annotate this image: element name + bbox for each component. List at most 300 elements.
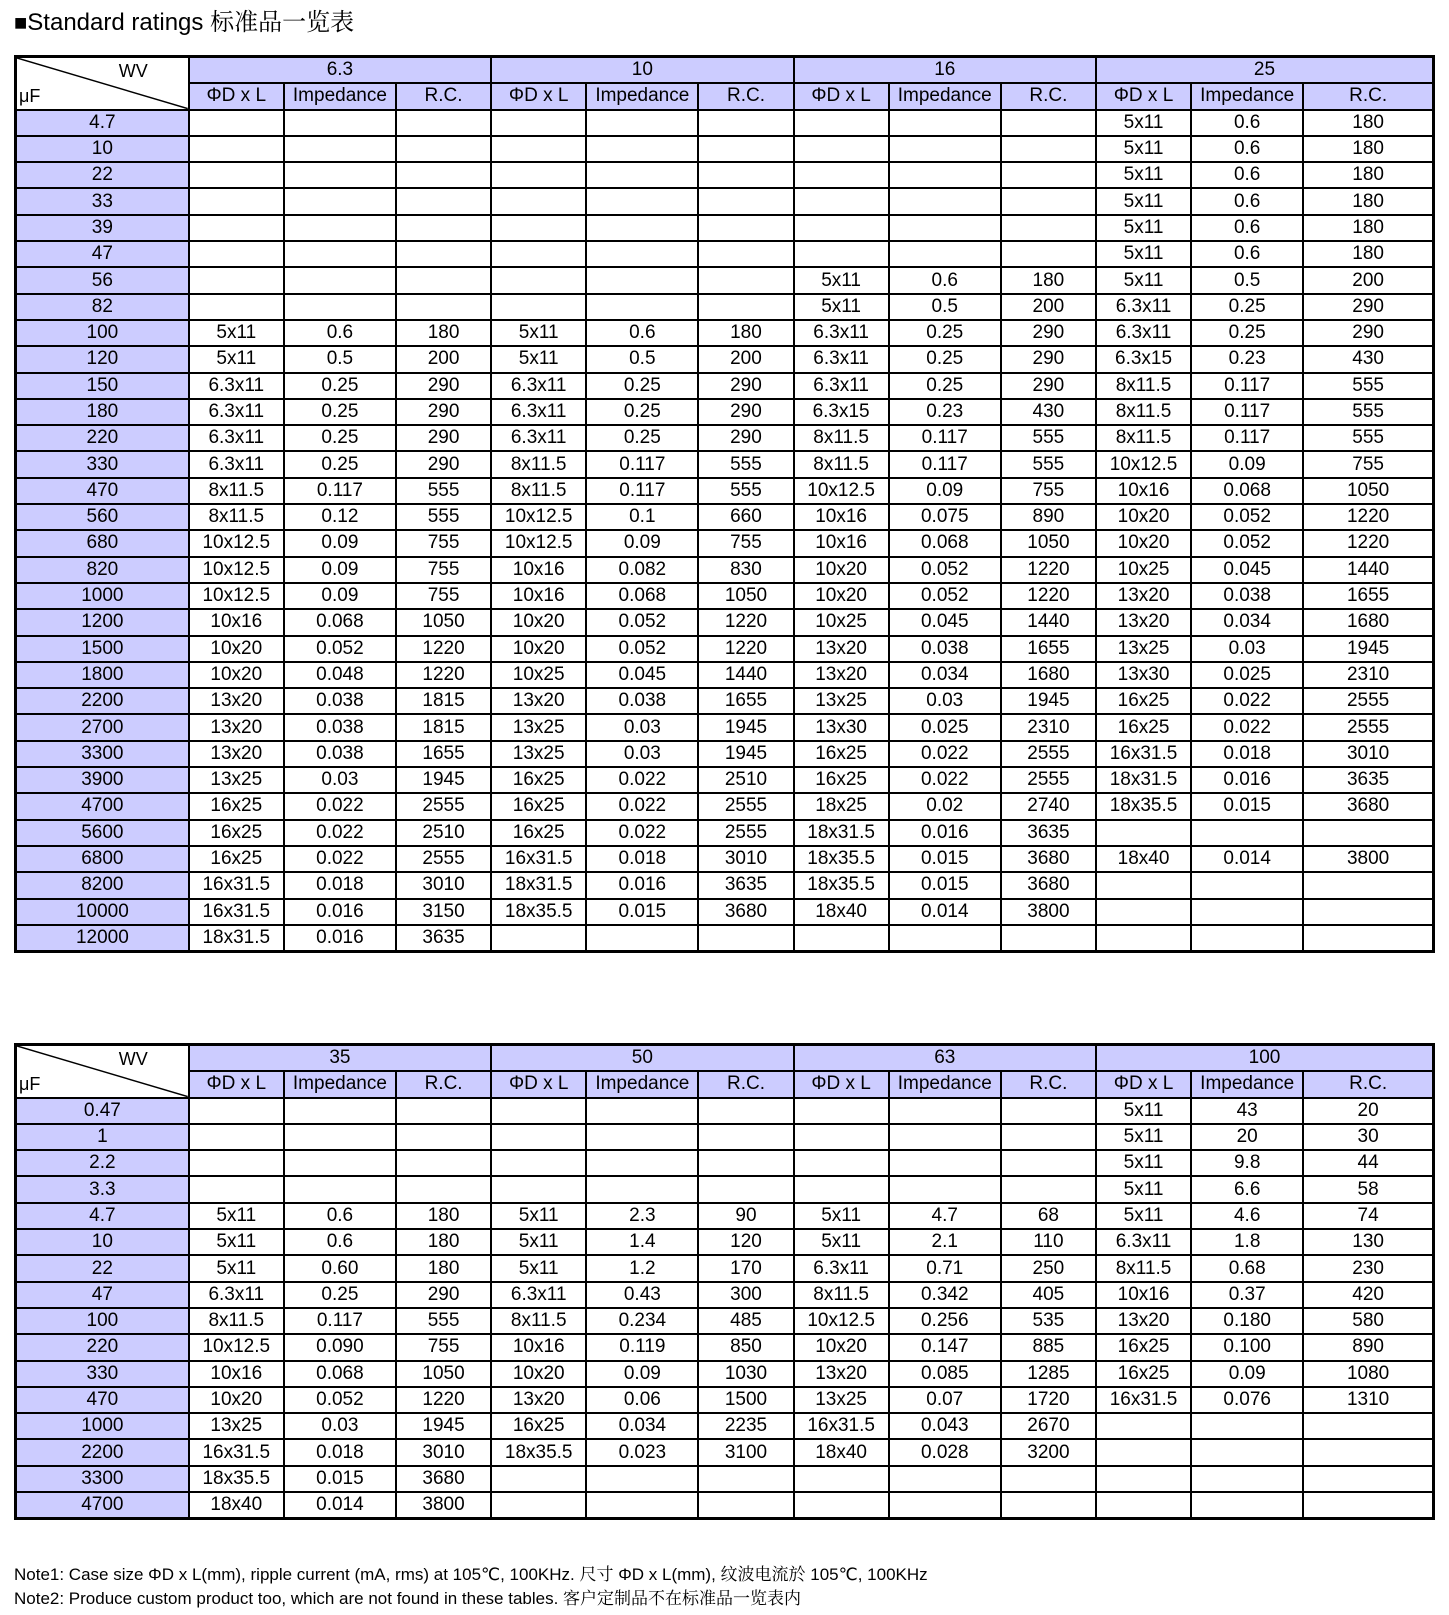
table-cell: 555 <box>396 1308 491 1334</box>
table-cell <box>794 1466 889 1492</box>
table-cell: 2.3 <box>586 1203 698 1229</box>
table-row <box>16 346 1434 372</box>
table-cell: 0.117 <box>889 425 1001 451</box>
table-cell: 6.3x11 <box>794 1255 889 1281</box>
table-cell: 16x31.5 <box>189 872 284 898</box>
table-cell: 8x11.5 <box>1096 373 1191 399</box>
table-cell <box>698 1492 793 1519</box>
table-cell <box>1191 899 1303 925</box>
table-cell: 660 <box>698 504 793 530</box>
table-cell: 1220 <box>1001 583 1096 609</box>
table-cell: 16x25 <box>491 793 586 819</box>
table-cell: 5x11 <box>1096 215 1191 241</box>
table-cell: 6.3x11 <box>189 425 284 451</box>
table-cell <box>1191 872 1303 898</box>
capacitance-cell: 5600 <box>16 820 189 846</box>
table-cell: 0.5 <box>889 294 1001 320</box>
table-cell: 0.043 <box>889 1413 1001 1439</box>
table-cell <box>284 1098 396 1124</box>
table-cell <box>189 241 284 267</box>
table-cell <box>586 1176 698 1202</box>
table-cell: 0.082 <box>586 557 698 583</box>
table-cell <box>889 1492 1001 1519</box>
table-cell: 0.09 <box>284 557 396 583</box>
table-cell: 8x11.5 <box>491 1308 586 1334</box>
table-cell <box>889 215 1001 241</box>
table-cell: 0.016 <box>284 899 396 925</box>
capacitance-cell: 1200 <box>16 609 189 635</box>
table-cell: 120 <box>698 1229 793 1255</box>
table-cell <box>794 188 889 214</box>
sub-header-row <box>16 83 1434 109</box>
capacitance-cell: 82 <box>16 294 189 320</box>
table-cell: 5x11 <box>189 1203 284 1229</box>
table-cell: 0.342 <box>889 1282 1001 1308</box>
table-cell: 10x20 <box>794 583 889 609</box>
table-cell: 0.25 <box>586 399 698 425</box>
table-cell: 290 <box>698 373 793 399</box>
table-cell: 10x25 <box>794 609 889 635</box>
table-cell: 5x11 <box>1096 1176 1191 1202</box>
table-cell: 10x20 <box>794 1334 889 1360</box>
table-cell <box>396 241 491 267</box>
table-cell: 3100 <box>698 1439 793 1465</box>
table-cell: 830 <box>698 557 793 583</box>
table-cell: 1220 <box>698 636 793 662</box>
table-row <box>16 1282 1434 1308</box>
table-cell: 1.2 <box>586 1255 698 1281</box>
table-row <box>16 1492 1434 1519</box>
table-cell: 0.43 <box>586 1282 698 1308</box>
table-cell: 0.25 <box>889 373 1001 399</box>
table-cell: 0.03 <box>889 688 1001 714</box>
table-row <box>16 136 1434 162</box>
table-row <box>16 1466 1434 1492</box>
capacitance-cell: 470 <box>16 478 189 504</box>
table-cell: 0.25 <box>284 425 396 451</box>
table-cell <box>284 1176 396 1202</box>
table-cell: 20 <box>1191 1124 1303 1150</box>
table-cell: 3010 <box>396 1439 491 1465</box>
table-cell <box>794 1098 889 1124</box>
table-cell: 13x25 <box>189 1413 284 1439</box>
table-cell: 1030 <box>698 1361 793 1387</box>
table-cell <box>396 188 491 214</box>
table-cell: 0.25 <box>889 320 1001 346</box>
table-cell: 10x12.5 <box>189 557 284 583</box>
table-cell: 5x11 <box>491 346 586 372</box>
capacitance-cell: 0.47 <box>16 1098 189 1124</box>
table-cell: 10x16 <box>189 1361 284 1387</box>
table-cell <box>491 267 586 293</box>
capacitance-cell: 10 <box>16 1229 189 1255</box>
table-cell: 555 <box>698 478 793 504</box>
table-cell: 18x25 <box>794 793 889 819</box>
table-cell <box>396 1098 491 1124</box>
table-cell: 10x12.5 <box>794 1308 889 1334</box>
table-cell: 290 <box>396 1282 491 1308</box>
table-row <box>16 1124 1434 1150</box>
table-cell: 1720 <box>1001 1387 1096 1413</box>
table-cell <box>889 110 1001 136</box>
table-cell: 10x20 <box>491 636 586 662</box>
capacitance-cell: 4700 <box>16 1492 189 1519</box>
table-cell: 420 <box>1303 1282 1433 1308</box>
table-cell: 755 <box>698 530 793 556</box>
table-cell: 16x25 <box>491 767 586 793</box>
table-cell: 1815 <box>396 714 491 740</box>
table-cell <box>396 1150 491 1176</box>
table-cell: 290 <box>396 399 491 425</box>
table-cell <box>284 241 396 267</box>
table-cell: 485 <box>698 1308 793 1334</box>
table-cell: 0.022 <box>284 846 396 872</box>
table-cell: 3010 <box>396 872 491 898</box>
table-cell: 1050 <box>698 583 793 609</box>
table-cell: 555 <box>1001 451 1096 477</box>
table-cell <box>189 1124 284 1150</box>
table-cell: 13x25 <box>794 1387 889 1413</box>
table-cell: 10x12.5 <box>794 478 889 504</box>
table-cell: 555 <box>396 504 491 530</box>
capacitance-cell: 2700 <box>16 714 189 740</box>
table-cell <box>284 1124 396 1150</box>
table-cell: 16x25 <box>491 1413 586 1439</box>
table-cell <box>491 1150 586 1176</box>
diagonal-divider <box>17 1046 188 1097</box>
table-cell: 1440 <box>1001 609 1096 635</box>
table-cell: 0.038 <box>284 741 396 767</box>
table-cell <box>1001 188 1096 214</box>
table-cell: 0.68 <box>1191 1255 1303 1281</box>
table-cell: 290 <box>1001 373 1096 399</box>
table-cell: 0.090 <box>284 1334 396 1360</box>
table-cell: 755 <box>1001 478 1096 504</box>
table-cell: 0.068 <box>284 609 396 635</box>
table-cell: 0.015 <box>889 846 1001 872</box>
table-cell: 16x31.5 <box>1096 741 1191 767</box>
table-cell: 0.022 <box>1191 714 1303 740</box>
table-cell: 0.180 <box>1191 1308 1303 1334</box>
table-cell: 10x16 <box>794 504 889 530</box>
table-cell: 0.6 <box>1191 110 1303 136</box>
table-cell: 0.068 <box>889 530 1001 556</box>
table-cell: 18x35.5 <box>794 846 889 872</box>
table-cell: 1050 <box>1303 478 1433 504</box>
table-row <box>16 899 1434 925</box>
table-cell: 0.015 <box>284 1466 396 1492</box>
column-header: ΦD x L <box>794 83 889 109</box>
table-cell <box>1303 925 1433 952</box>
table-cell: 180 <box>1303 110 1433 136</box>
table-cell: 13x30 <box>1096 662 1191 688</box>
table-cell: 16x25 <box>189 820 284 846</box>
table-cell: 2555 <box>396 846 491 872</box>
table-cell: 0.028 <box>889 1439 1001 1465</box>
table-cell: 8x11.5 <box>794 451 889 477</box>
table-cell: 2670 <box>1001 1413 1096 1439</box>
table-cell: 18x35.5 <box>189 1466 284 1492</box>
table-cell: 6.6 <box>1191 1176 1303 1202</box>
capacitance-cell: 470 <box>16 1387 189 1413</box>
table-cell <box>794 1492 889 1519</box>
capacitance-cell: 330 <box>16 451 189 477</box>
table-cell: 180 <box>1303 136 1433 162</box>
table-cell: 1945 <box>698 714 793 740</box>
table-cell: 1655 <box>1001 636 1096 662</box>
capacitance-cell: 2.2 <box>16 1150 189 1176</box>
table-cell: 5x11 <box>491 1203 586 1229</box>
table-cell: 10x16 <box>189 609 284 635</box>
table-cell: 1815 <box>396 688 491 714</box>
capacitance-cell: 4.7 <box>16 110 189 136</box>
table-cell: 16x25 <box>794 741 889 767</box>
table-cell <box>1096 872 1191 898</box>
uf-label: μF <box>19 1073 41 1094</box>
table-cell: 30 <box>1303 1124 1433 1150</box>
column-header: ΦD x L <box>189 83 284 109</box>
table-cell <box>1191 1466 1303 1492</box>
table-cell: 2740 <box>1001 793 1096 819</box>
voltage-header: 10 <box>491 57 793 84</box>
table-cell: 180 <box>396 1203 491 1229</box>
table-cell <box>1096 899 1191 925</box>
table-cell: 6.3x15 <box>1096 346 1191 372</box>
diagonal-divider <box>17 58 188 109</box>
table-cell: 5x11 <box>189 1255 284 1281</box>
capacitance-cell: 2200 <box>16 688 189 714</box>
table-row <box>16 557 1434 583</box>
table-cell <box>284 215 396 241</box>
table-cell: 0.23 <box>1191 346 1303 372</box>
table-cell: 0.25 <box>586 425 698 451</box>
table-cell <box>794 1150 889 1176</box>
table-cell: 755 <box>396 1334 491 1360</box>
table-cell <box>586 162 698 188</box>
table-cell: 9.8 <box>1191 1150 1303 1176</box>
table-cell: 1945 <box>1303 636 1433 662</box>
table-cell <box>1096 1413 1191 1439</box>
table-cell: 1655 <box>396 741 491 767</box>
capacitance-cell: 4.7 <box>16 1203 189 1229</box>
table-cell <box>1191 1492 1303 1519</box>
table-cell <box>889 1098 1001 1124</box>
table-cell: 0.23 <box>889 399 1001 425</box>
table-cell: 0.03 <box>284 1413 396 1439</box>
table-cell <box>586 267 698 293</box>
table-cell <box>491 1124 586 1150</box>
capacitance-cell: 220 <box>16 1334 189 1360</box>
table-cell: 0.71 <box>889 1255 1001 1281</box>
table-cell <box>284 110 396 136</box>
table-row <box>16 1098 1434 1124</box>
capacitance-cell: 560 <box>16 504 189 530</box>
table-cell: 1.8 <box>1191 1229 1303 1255</box>
table-cell: 0.085 <box>889 1361 1001 1387</box>
table-cell: 3635 <box>1001 820 1096 846</box>
table-cell <box>1303 1492 1433 1519</box>
table-cell: 0.075 <box>889 504 1001 530</box>
table-cell <box>1001 1098 1096 1124</box>
table-cell: 18x40 <box>794 899 889 925</box>
table-cell: 5x11 <box>794 294 889 320</box>
table-cell <box>396 162 491 188</box>
table-row <box>16 1176 1434 1202</box>
table-cell <box>698 188 793 214</box>
capacitance-cell: 3.3 <box>16 1176 189 1202</box>
table-cell <box>396 1124 491 1150</box>
table-cell: 18x35.5 <box>491 1439 586 1465</box>
table-cell: 16x25 <box>189 846 284 872</box>
table-cell: 8x11.5 <box>1096 399 1191 425</box>
table-cell: 0.1 <box>586 504 698 530</box>
table-cell: 1050 <box>1001 530 1096 556</box>
table-cell: 0.06 <box>586 1387 698 1413</box>
table-cell: 13x25 <box>1096 636 1191 662</box>
table-cell: 535 <box>1001 1308 1096 1334</box>
capacitance-cell: 330 <box>16 1361 189 1387</box>
table-cell: 3680 <box>396 1466 491 1492</box>
table-cell <box>889 162 1001 188</box>
table-cell: 0.6 <box>284 1203 396 1229</box>
table-cell <box>1303 1439 1433 1465</box>
table-cell <box>1001 215 1096 241</box>
table-cell: 16x25 <box>1096 714 1191 740</box>
table-cell: 5x11 <box>1096 1124 1191 1150</box>
table-cell: 180 <box>396 320 491 346</box>
table-cell: 1945 <box>396 1413 491 1439</box>
table-cell: 2310 <box>1001 714 1096 740</box>
table-cell: 0.015 <box>586 899 698 925</box>
table-cell: 1310 <box>1303 1387 1433 1413</box>
column-header: R.C. <box>698 83 793 109</box>
table-cell <box>586 1492 698 1519</box>
table-cell: 0.6 <box>1191 215 1303 241</box>
table-cell: 3680 <box>1001 846 1096 872</box>
table-cell: 6.3x11 <box>189 1282 284 1308</box>
table-cell: 0.016 <box>284 925 396 952</box>
table-cell: 1050 <box>396 609 491 635</box>
table-cell: 0.023 <box>586 1439 698 1465</box>
table-cell: 10x20 <box>794 557 889 583</box>
table-cell: 0.034 <box>586 1413 698 1439</box>
table-row <box>16 1203 1434 1229</box>
table-cell: 10x16 <box>1096 478 1191 504</box>
table-cell: 3800 <box>1001 899 1096 925</box>
table-cell: 18x35.5 <box>794 872 889 898</box>
capacitance-cell: 1500 <box>16 636 189 662</box>
table-cell <box>1096 1466 1191 1492</box>
table-cell: 6.3x11 <box>491 425 586 451</box>
table-cell: 6.3x11 <box>189 373 284 399</box>
corner-header-cell <box>16 1045 189 1098</box>
table-cell: 13x20 <box>491 1387 586 1413</box>
table-cell: 580 <box>1303 1308 1433 1334</box>
table-cell: 13x20 <box>1096 609 1191 635</box>
table-cell: 13x20 <box>189 688 284 714</box>
table-cell: 755 <box>396 583 491 609</box>
wv-label: WV <box>118 61 148 81</box>
table-cell: 20 <box>1303 1098 1433 1124</box>
note-1: Note1: Case size ΦD x L(mm), ripple current (mA, rms) at 105℃, 100KHz. 尺寸 ΦD x L(mm), 纹波电流於 105℃, 100KHz <box>14 1565 928 1584</box>
table-cell: 180 <box>1303 241 1433 267</box>
capacitance-cell: 180 <box>16 399 189 425</box>
table-row <box>16 688 1434 714</box>
table-cell <box>698 1466 793 1492</box>
table-cell: 8x11.5 <box>794 1282 889 1308</box>
table-row <box>16 793 1434 819</box>
table-cell: 6.3x11 <box>189 451 284 477</box>
capacitance-cell: 1800 <box>16 662 189 688</box>
capacitance-cell: 22 <box>16 162 189 188</box>
table-cell <box>1001 136 1096 162</box>
capacitance-cell: 4700 <box>16 793 189 819</box>
table-cell: 5x11 <box>1096 1098 1191 1124</box>
table-cell: 755 <box>1303 451 1433 477</box>
table-row <box>16 1387 1434 1413</box>
table-cell: 0.03 <box>586 741 698 767</box>
table-cell: 10x12.5 <box>189 1334 284 1360</box>
capacitance-cell: 820 <box>16 557 189 583</box>
table-cell: 13x25 <box>491 714 586 740</box>
table-cell: 180 <box>1303 215 1433 241</box>
table-cell: 0.117 <box>1191 373 1303 399</box>
table-cell: 0.038 <box>889 636 1001 662</box>
table-cell: 5x11 <box>491 1229 586 1255</box>
table-row <box>16 662 1434 688</box>
table-cell: 755 <box>396 557 491 583</box>
table-cell: 8x11.5 <box>1096 1255 1191 1281</box>
table-cell: 0.25 <box>1191 294 1303 320</box>
table-cell: 850 <box>698 1334 793 1360</box>
table-cell <box>1001 1492 1096 1519</box>
table-cell <box>889 925 1001 952</box>
table-cell <box>889 1466 1001 1492</box>
table-cell: 2555 <box>1001 741 1096 767</box>
table-cell <box>698 267 793 293</box>
column-header: Impedance <box>586 83 698 109</box>
table-cell: 180 <box>396 1229 491 1255</box>
voltage-header: 100 <box>1096 1045 1434 1072</box>
table-cell: 0.09 <box>284 530 396 556</box>
table-cell: 0.018 <box>1191 741 1303 767</box>
table-cell: 0.119 <box>586 1334 698 1360</box>
table-cell: 555 <box>396 478 491 504</box>
table-cell <box>586 294 698 320</box>
table-cell: 0.5 <box>1191 267 1303 293</box>
table-cell: 13x20 <box>189 741 284 767</box>
table-cell: 5x11 <box>189 1229 284 1255</box>
table-cell <box>586 110 698 136</box>
table-cell: 555 <box>698 451 793 477</box>
table-cell: 0.038 <box>586 688 698 714</box>
table-cell <box>1096 1492 1191 1519</box>
voltage-header: 63 <box>794 1045 1096 1072</box>
table-cell: 5x11 <box>1096 241 1191 267</box>
table-cell: 16x25 <box>794 767 889 793</box>
table-cell: 5x11 <box>491 1255 586 1281</box>
table-cell: 0.014 <box>284 1492 396 1519</box>
table-cell <box>1001 1176 1096 1202</box>
table-cell: 10x20 <box>491 1361 586 1387</box>
table-cell: 10x12.5 <box>491 530 586 556</box>
table-cell: 3800 <box>396 1492 491 1519</box>
table-cell: 0.015 <box>889 872 1001 898</box>
capacitance-cell: 10000 <box>16 899 189 925</box>
table-cell: 0.117 <box>284 478 396 504</box>
table-cell: 10x20 <box>1096 530 1191 556</box>
capacitance-cell: 1000 <box>16 1413 189 1439</box>
